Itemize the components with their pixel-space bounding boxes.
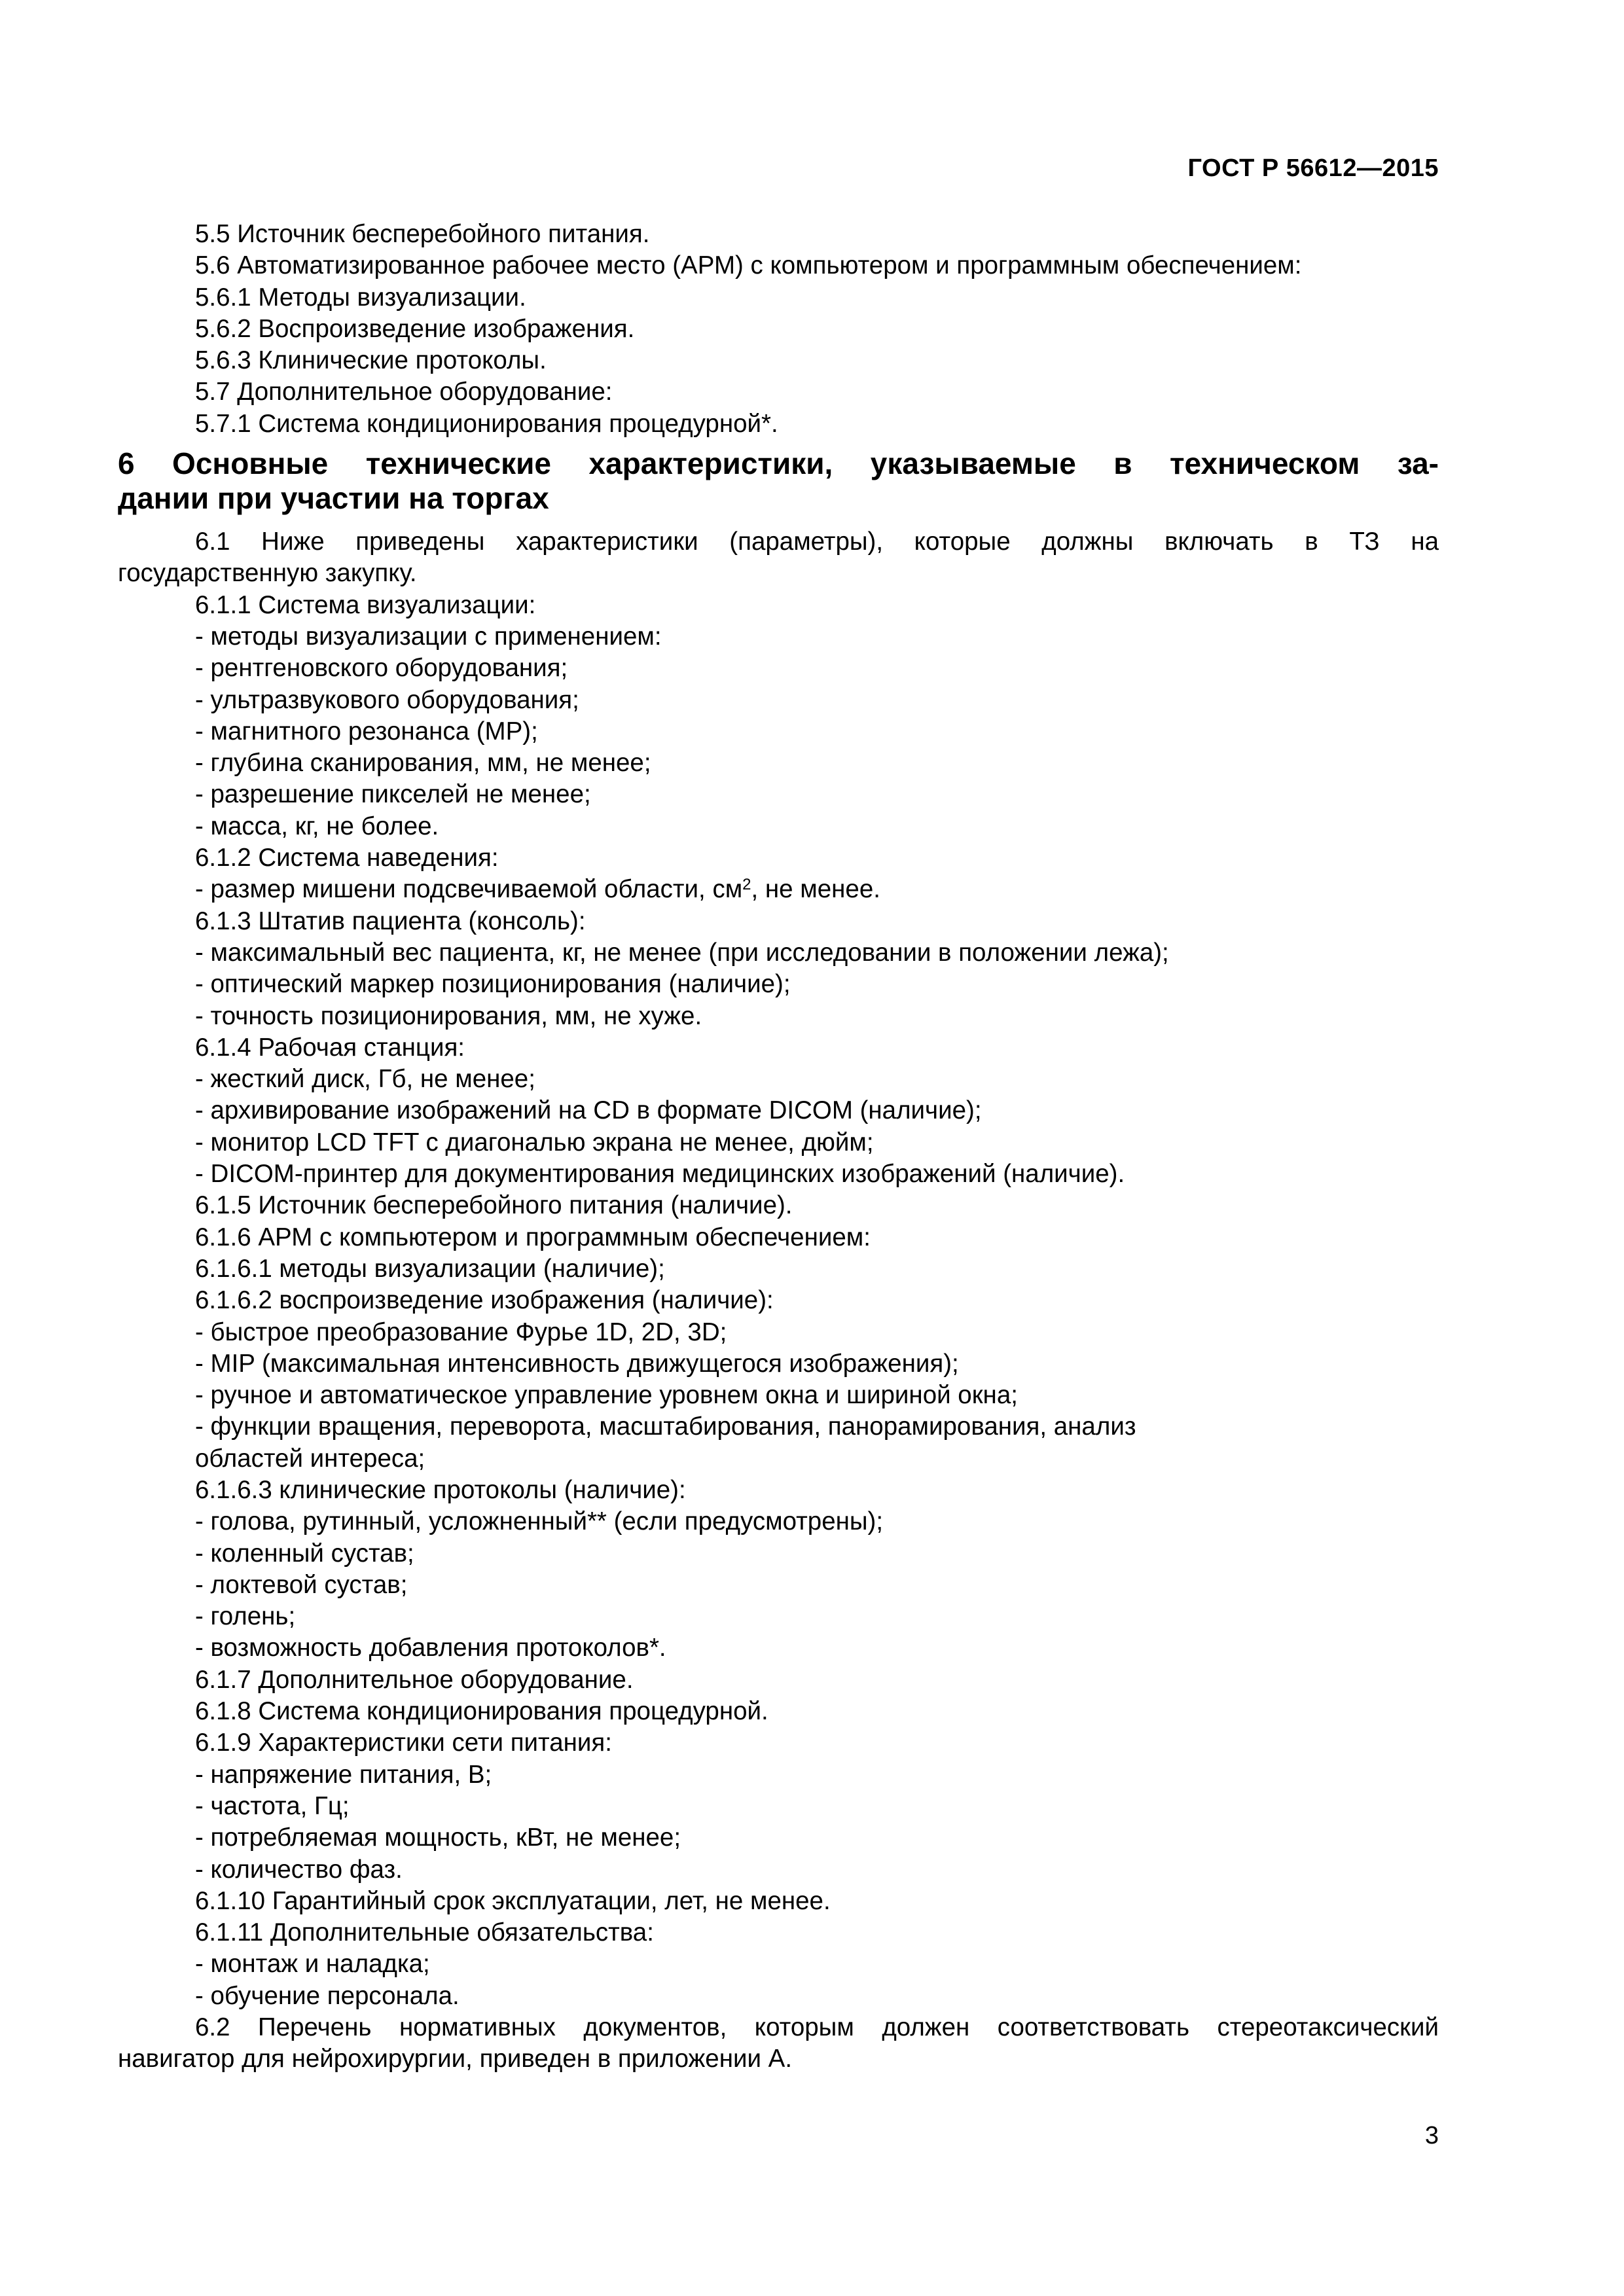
subsection-6-1-3-list: [118, 906, 1439, 2012]
text-line: - частота, Гц;: [195, 1791, 350, 1820]
text-line: - MIP (максимальная интенсивность движущегося изображения);: [195, 1349, 959, 1378]
text-line: - голень;: [195, 1602, 296, 1631]
text-line: 6.1.4 Рабочая станция:: [195, 1033, 465, 1062]
text-line: - глубина сканирования, мм, не менее;: [195, 749, 651, 778]
text-line: - локтевой сустав;: [195, 1570, 408, 1599]
text-line: 5.7 Дополнительное оборудование:: [195, 378, 613, 406]
text-line: - напряжение питания, В;: [195, 1760, 492, 1789]
text-line: 6.1.8 Система кондиционирования процедурной.: [195, 1697, 768, 1726]
text-line: - обучение персонала.: [195, 1981, 460, 2010]
text-line: - быстрое преобразование Фурье 1D, 2D, 3D;: [195, 1318, 727, 1346]
text-line: 6.1.7 Дополнительное оборудование.: [195, 1665, 634, 1694]
text-line: - DICOM-принтер для документирования медицинских изображений (наличие).: [195, 1160, 1125, 1189]
target-size-line: [118, 874, 1439, 905]
text-line: 6.1.5 Источник бесперебойного питания (наличие).: [195, 1191, 793, 1220]
superscript-2: 2: [742, 876, 751, 894]
target-size-text: - размер мишени подсвечиваемой области, см: [195, 875, 743, 904]
text-line: - масса, кг, не более.: [195, 812, 439, 840]
text-line: 6.1.9 Характеристики сети питания:: [195, 1729, 612, 1757]
text-line: областей интереса;: [195, 1444, 425, 1473]
paragraph-6-2-line1: 6.2 Перечень нормативных документов, которым должен соответствовать стереотаксический: [195, 2013, 1439, 2042]
text-line: 6.1.2 Система наведения:: [195, 844, 499, 872]
text-line: 5.6.1 Методы визуализации.: [195, 283, 526, 312]
text-line: - точность позиционирования, мм, не хуже.: [195, 1001, 702, 1030]
text-line: - ультразвукового оборудования;: [195, 685, 579, 714]
text-line: - ручное и автоматическое управление уровнем окна и шириной окна;: [195, 1381, 1018, 1410]
text-line: - оптический маркер позиционирования (наличие);: [195, 970, 791, 999]
document-id-header: ГОСТ Р 56612—2015: [1187, 154, 1439, 182]
text-line: 6.1.10 Гарантийный срок эксплуатации, лет, не менее.: [195, 1886, 831, 1915]
text-line: 6.1.3 Штатив пациента (консоль):: [195, 906, 586, 935]
subsection-6-1-1-list: [118, 590, 1439, 874]
text-line: - функции вращения, переворота, масштабирования, панорамирования, анализ: [195, 1412, 1136, 1441]
section6-heading: [118, 446, 1439, 516]
text-line: 6.1.6.1 методы визуализации (наличие);: [195, 1254, 665, 1283]
text-line: - максимальный вес пациента, кг, не менее (при исследовании в положении лежа);: [195, 938, 1169, 967]
text-line: - методы визуализации с применением:: [195, 622, 662, 651]
text-line: - количество фаз.: [195, 1855, 403, 1884]
text-line: 6.1.1 Система визуализации:: [195, 590, 536, 619]
paragraph-6-1-line1: 6.1 Ниже приведены характеристики (параметры), которые должны включать в ТЗ на: [195, 528, 1439, 556]
text-line: 6.1.6.2 воспроизведение изображения (наличие):: [195, 1286, 774, 1315]
text-line: 5.5 Источник бесперебойного питания.: [195, 220, 650, 248]
text-line: - магнитного резонанса (МР);: [195, 717, 538, 745]
text-line: - голова, рутинный, усложненный** (если предусмотрены);: [195, 1507, 884, 1536]
paragraph-6-2-line2: навигатор для нейрохирургии, приведен в приложении А.: [118, 2045, 793, 2073]
text-line: - разрешение пикселей не менее;: [195, 780, 591, 809]
text-line: - жесткий диск, Гб, не менее;: [195, 1065, 535, 1094]
section5-list: [118, 219, 1439, 440]
text-line: 5.7.1 Система кондиционирования процедурной*.: [195, 409, 778, 438]
text-line: - возможность добавления протоколов*.: [195, 1634, 666, 1662]
text-line: 6.1.11 Дополнительные обязательства:: [195, 1918, 654, 1947]
paragraph-6-1: [118, 526, 1439, 590]
text-line: 5.6 Автоматизированное рабочее место (АРМ) с компьютером и программным обеспечением:: [195, 251, 1302, 280]
text-line: - рентгеновского оборудования;: [195, 654, 568, 683]
section6-heading-line1: 6 Основные технические характеристики, указываемые в техническом за-: [118, 446, 1439, 481]
text-line: 5.6.3 Клинические протоколы.: [195, 346, 547, 375]
text-line: 6.1.6 АРМ с компьютером и программным обеспечением:: [195, 1223, 871, 1251]
section6-heading-line2: дании при участии на торгах: [118, 481, 549, 516]
page-number: 3: [1424, 2122, 1439, 2149]
text-line: - монтаж и наладка;: [195, 1950, 430, 1979]
text-line: - монитор LCD TFT с диагональю экрана не менее, дюйм;: [195, 1128, 874, 1157]
text-line: - коленный сустав;: [195, 1539, 414, 1568]
text-line: 5.6.2 Воспроизведение изображения.: [195, 314, 635, 343]
text-line: 6.1.6.3 клинические протоколы (наличие):: [195, 1475, 686, 1504]
text-line: - архивирование изображений на CD в формате DICOM (наличие);: [195, 1096, 982, 1125]
paragraph-6-1-line2: государственную закупку.: [118, 559, 417, 588]
text-line: - потребляемая мощность, кВт, не менее;: [195, 1823, 681, 1852]
page-content: [118, 219, 1439, 2075]
paragraph-6-2: [118, 2012, 1439, 2075]
target-size-suffix: , не менее.: [751, 875, 880, 904]
